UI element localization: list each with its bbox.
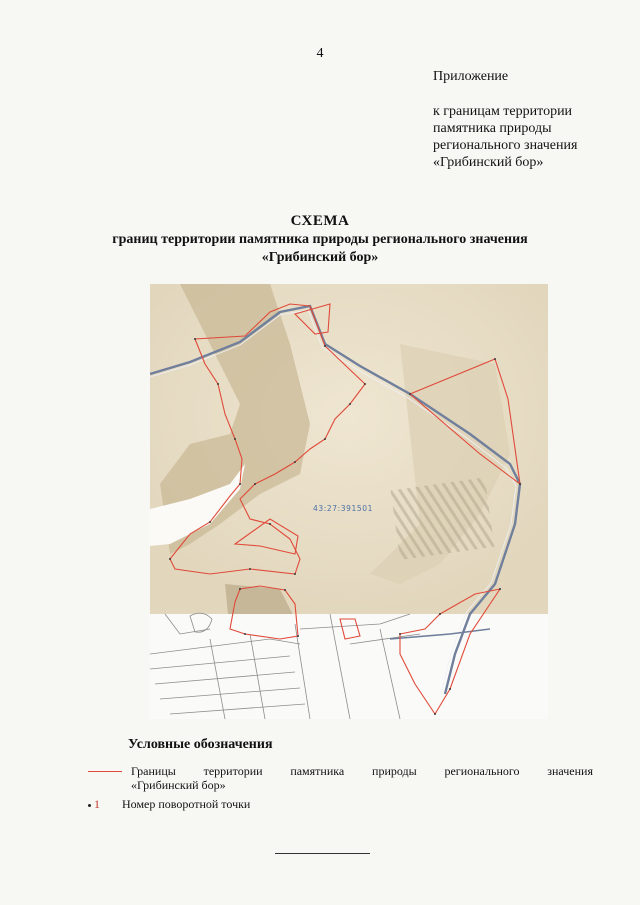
legend-title: Условные обозначения — [128, 737, 273, 752]
territory-map — [150, 284, 548, 719]
point-number-symbol: 1 — [94, 797, 100, 811]
appendix-line: памятника природы — [433, 121, 552, 136]
boundary-line-symbol — [88, 771, 122, 772]
appendix-heading: Приложение — [433, 69, 509, 84]
document-title — [0, 213, 640, 266]
page-number: 4 — [316, 46, 324, 61]
appendix-block — [433, 68, 633, 171]
footer-divider — [275, 853, 370, 854]
legend-point-label: Номер поворотной точки — [122, 797, 251, 811]
legend-boundary-label: Границы территории памятника природы регионального значения — [131, 764, 593, 778]
appendix-line: «Грибинский бор» — [433, 155, 544, 170]
appendix-line: к границам территории — [433, 104, 573, 119]
cadastral-number-label: 43:27:391501 — [313, 504, 373, 513]
map-svg — [150, 284, 548, 719]
title-line-3: «Грибинский бор» — [261, 250, 379, 265]
title-line-2: границ территории памятника природы регионального значения — [112, 232, 528, 247]
title-line-1: СХЕМА — [290, 213, 350, 229]
legend-boundary-entry — [88, 764, 593, 792]
legend-point-entry — [88, 797, 250, 812]
appendix-line: регионального значения — [433, 138, 578, 153]
legend-boundary-label-2: «Грибинский бор» — [131, 778, 226, 792]
point-dot-symbol — [88, 804, 91, 807]
plantation-rows — [391, 477, 495, 560]
